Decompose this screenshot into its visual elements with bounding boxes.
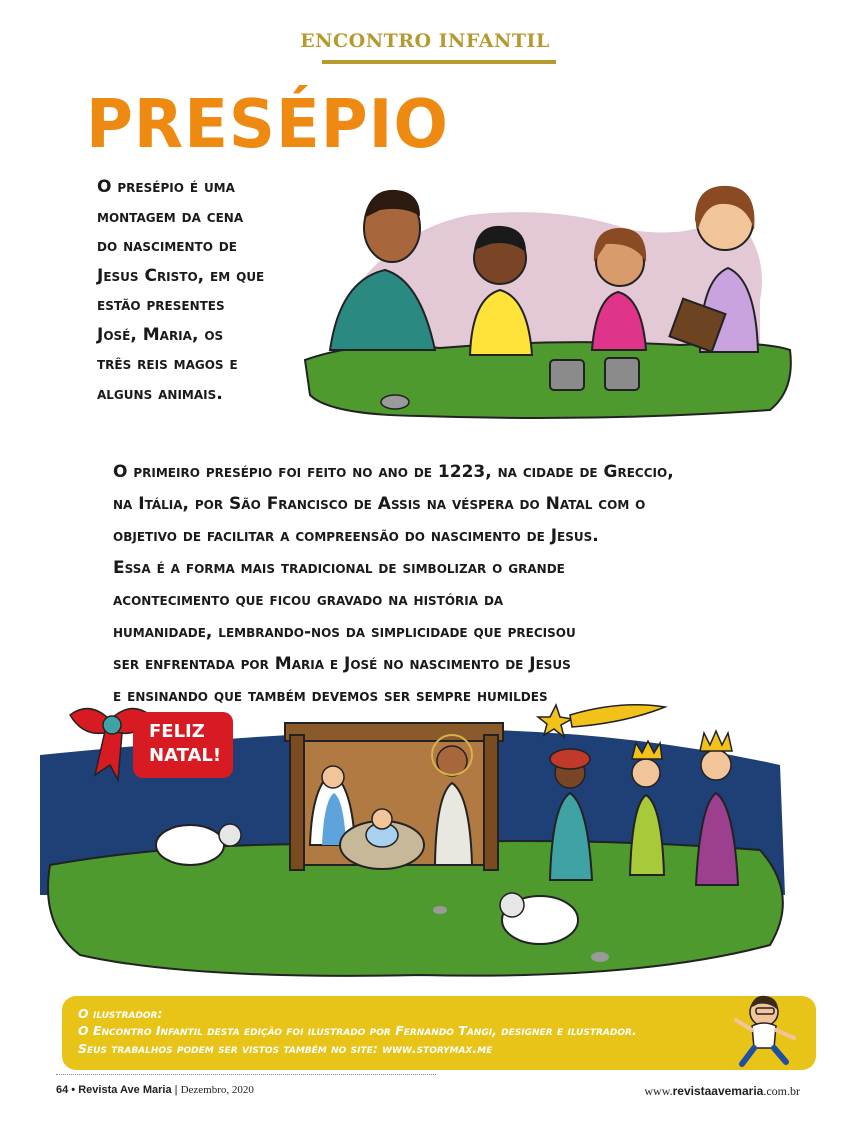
intro-line: José, Maria, os <box>97 324 224 345</box>
intro-line: alguns animais. <box>97 383 223 404</box>
footer-rule <box>56 1074 436 1075</box>
illustrator-mascot-illustration <box>714 990 806 1074</box>
page-title: PRESÉPIO <box>86 86 449 164</box>
section-title: ENCONTRO INFANTIL <box>300 30 550 52</box>
body-line: ser enfrentada por Maria e José no nascimento de Jesus <box>113 654 571 674</box>
url-suffix: .com.br <box>763 1084 800 1098</box>
intro-line: Jesus Cristo, em que <box>97 265 265 286</box>
body-line: acontecimento que ficou gravado na história da <box>113 590 504 610</box>
credit-heading: O ilustrador: <box>78 1006 163 1021</box>
credit-text: O Encontro Infantil desta edição foi ilustrado por Fernando Tangi, designer e ilustrador. <box>78 1023 637 1038</box>
feliz-natal-banner <box>133 712 233 778</box>
body-line: O primeiro presépio foi feito no ano de 1223, na cidade de Greccio, <box>113 462 674 482</box>
banner-line: FELIZ <box>149 721 205 742</box>
body-line: Essa é a forma mais tradicional de simbolizar o grande <box>113 558 565 578</box>
intro-line: O presépio é uma <box>97 177 235 197</box>
body-text <box>113 456 753 712</box>
body-line: na Itália, por São Francisco de Assis na véspera do Natal com o <box>113 494 646 514</box>
url-domain: revistaavemaria <box>672 1084 764 1098</box>
intro-line: três reis magos e <box>97 354 238 374</box>
section-rule <box>322 60 556 64</box>
body-line: objetivo de facilitar a compreensão do nascimento de Jesus. <box>113 526 599 546</box>
illustrator-credit <box>62 996 816 1070</box>
intro-text <box>97 173 312 409</box>
banner-line: NATAL! <box>149 745 222 766</box>
family-illustration <box>300 170 800 425</box>
body-line: humanidade, lembrando-nos da simplicidade que precisou <box>113 622 576 642</box>
magazine-name: Revista Ave Maria <box>78 1084 172 1096</box>
issue-date: Dezembro, 2020 <box>180 1084 254 1096</box>
website-link[interactable] <box>644 1084 800 1099</box>
url-prefix: www. <box>644 1084 673 1098</box>
footer-issue-info: 64 • Revista Ave Maria | Dezembro, 2020 <box>56 1084 254 1096</box>
credit-website: Seus trabalhos podem ser vistos também no site: www.storymax.me <box>78 1041 493 1056</box>
intro-line: estão presentes <box>97 295 225 315</box>
page-number: 64 <box>56 1084 69 1096</box>
intro-line: montagem da cena <box>97 206 244 227</box>
body-line: e ensinando que também devemos ser sempre humildes <box>113 686 548 706</box>
intro-line: do nascimento de <box>97 236 237 256</box>
